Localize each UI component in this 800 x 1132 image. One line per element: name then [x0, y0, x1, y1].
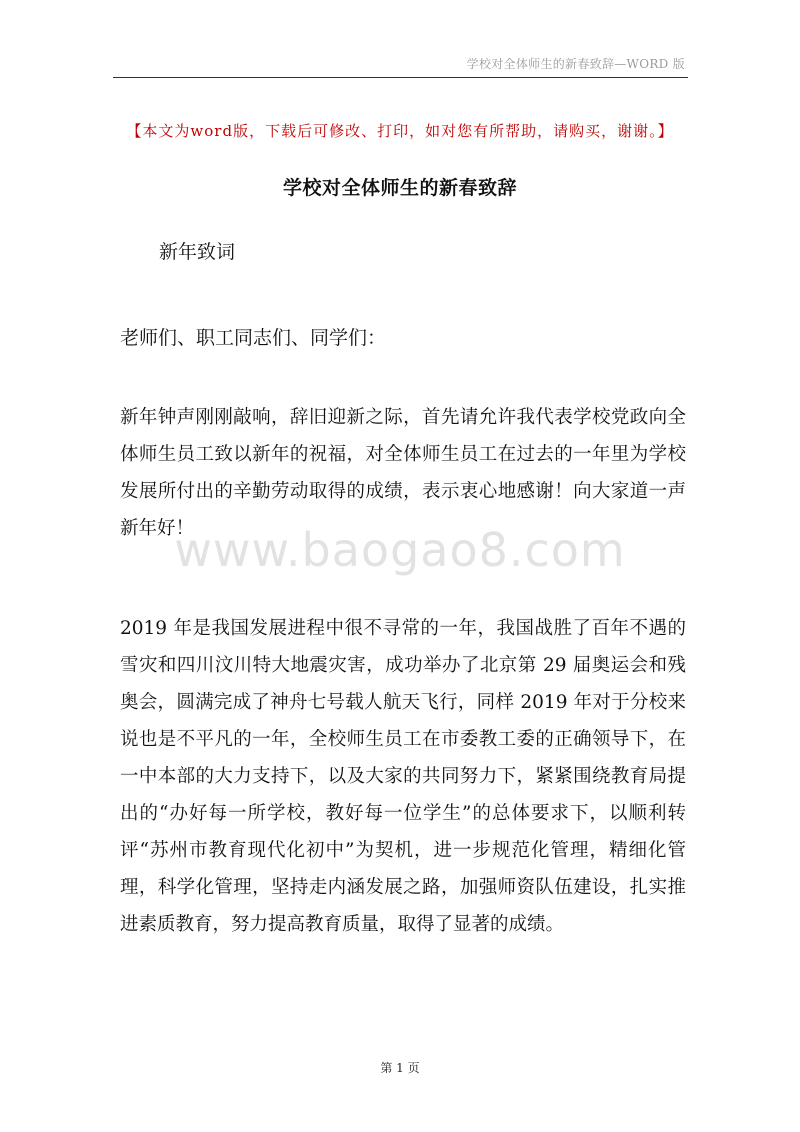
page-number: 第 1 页: [380, 1061, 420, 1075]
watermark: www.baogao8.com: [174, 523, 626, 577]
body-paragraph: 2019 年是我国发展进程中很不寻常的一年，我国战胜了百年不遇的雪灾和四川汶川特大地震灾害，成功举办了北京第 29 届奥运会和残奥会，圆满完成了神舟七号载人航天飞行，同样 2019 年对于分校来说也是不平凡的一年，全校师生员工在市委教工委的正确领导下，在一中本部的大力支持下，以及大家的共同努力下，紧紧围绕教育局提出的“办好每一所学校，教好每一位学生”的总体要求下，以顺利转评“苏州市教育现代化初中”为契机，进一步规范化管理，精细化管理，科学化管理，坚持走内涵发展之路，加强师资队伍建设，扎实推进素质教育，努力提高教育质量，取得了显著的成绩。: [120, 618, 686, 935]
greeting-line: 老师们、职工同志们、同学们：: [120, 327, 387, 349]
body-paragraph: 新年钟声刚刚敲响，辞旧迎新之际，首先请允许我代表学校党政向全体师生员工致以新年的祝福，对全体师生员工在过去的一年里为学校发展所付出的辛勤劳动取得的成绩，表示衷心地感谢！向大家道一声新年好！: [120, 407, 686, 539]
running-header: 学校对全体师生的新春致辞—WORD 版: [466, 57, 685, 71]
purchase-notice: 【本文为word版，下载后可修改、打印，如对您有所帮助，请购买，谢谢。】: [126, 122, 674, 140]
document-title: 学校对全体师生的新春致辞: [282, 177, 517, 199]
header-divider: [113, 77, 688, 78]
document-subtitle: 新年致词: [159, 241, 236, 263]
